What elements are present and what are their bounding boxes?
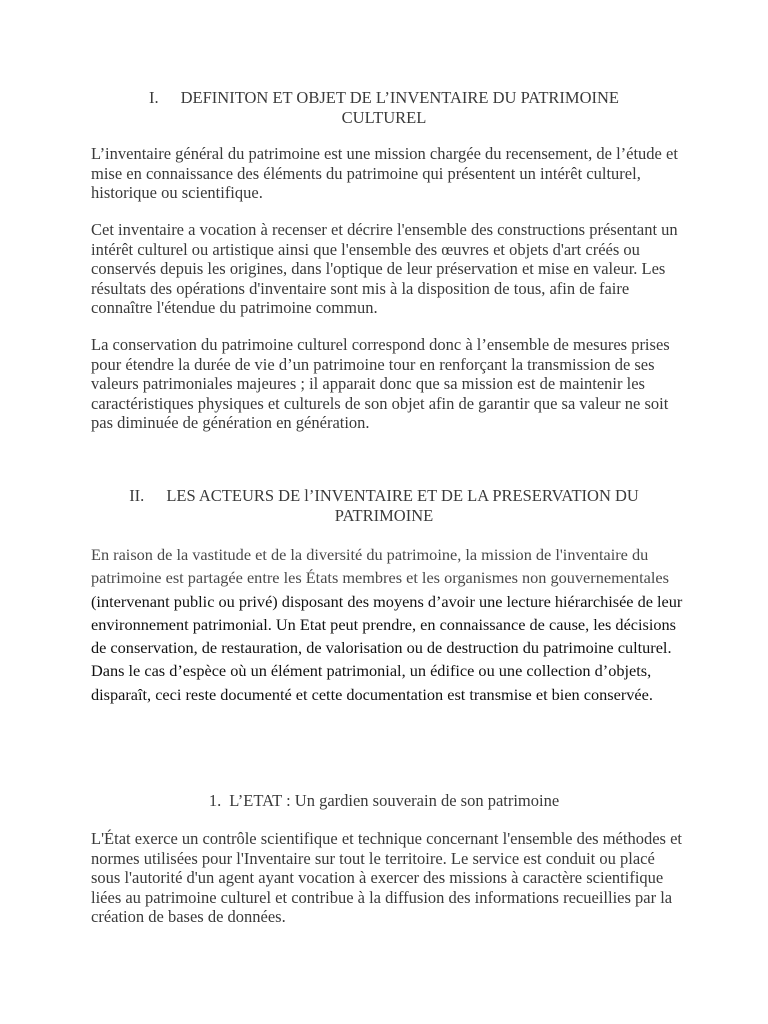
subsection-1-number: 1. <box>208 791 222 810</box>
section-2-title-line1 <box>90 486 678 506</box>
section-1-paragraph-3: La conservation du patrimoine culturel correspond donc à l’ensemble de mesures prises pour étendre la durée de vie d’un patrimoine tour en renforçant la transmission de ses valeurs patrimoniales majeures ; il apparait donc que sa mission est de maintenir les caractéristiques physiques et culturels de son objet afin de garantir que sa valeur ne soit pas diminuée de génération en génération. <box>91 335 670 433</box>
subsection-1-heading <box>90 791 678 811</box>
subsection-1-paragraph: L'État exerce un contrôle scientifique et technique concernant l'ensemble des méthodes et normes utilisées pour l'Inventaire sur tout le territoire. Le service est conduit ou placé sous l'autorité d'un agent ayant vocation à exercer des missions à caractère scientifique liées au patrimoine culturel et contribue à la diffusion des informations recueillies par la création de bases de données. <box>91 829 682 927</box>
section-2-number: II. <box>129 486 145 505</box>
section-2-heading <box>90 486 678 526</box>
section-2-title-line2: PATRIMOINE <box>334 506 434 525</box>
section-1-heading <box>90 88 678 128</box>
section-2-paragraph-lead: En raison de la vastitude et de la diversité du patrimoine, la mission de l'inventaire du patrimoine est partagée entre les États membres et les organismes non gouvernementales <box>91 545 669 588</box>
section-1-number: I. <box>149 88 159 107</box>
subsection-1-title: L’ETAT : Un gardien souverain de son patrimoine <box>229 791 560 810</box>
section-2-paragraph <box>91 543 687 706</box>
section-1-title-line1 <box>90 88 678 108</box>
section-1-title-text: DEFINITON ET OBJET DE L’INVENTAIRE DU PATRIMOINE <box>180 88 619 107</box>
section-1-paragraph-1: L’inventaire général du patrimoine est une mission chargée du recensement, de l’étude et mise en connaissance des éléments du patrimoine qui présentent un intérêt culturel, historique ou scientifique. <box>91 144 678 203</box>
section-2-title-text: LES ACTEURS DE l’INVENTAIRE ET DE LA PRESERVATION DU <box>166 486 639 505</box>
section-2-paragraph-rest: (intervenant public ou privé) disposant des moyens d’avoir une lecture hiérarchisée de leur environnement patrimonial. Un Etat peut prendre, en connaissance de cause, les décisions de conservation, de restauration, de valorisation ou de destruction du patrimoine culturel. Dans le cas d’espèce où un élément patrimonial, un édifice ou une collection d’objets, disparaît, ceci reste documenté et cette documentation est transmise et bien conservée. <box>91 591 683 704</box>
section-1-title-line2: CULTUREL <box>341 108 427 127</box>
section-1-paragraph-2: Cet inventaire a vocation à recenser et décrire l'ensemble des constructions présentant un intérêt culturel ou artistique ainsi que l'ensemble des œuvres et objets d'art créés ou conservés depuis les origines, dans l'optique de leur préservation et mise en valeur. Les résultats des opérations d'inventaire sont mis à la disposition de tous, afin de faire connaître l'étendue du patrimoine commun. <box>91 220 678 318</box>
